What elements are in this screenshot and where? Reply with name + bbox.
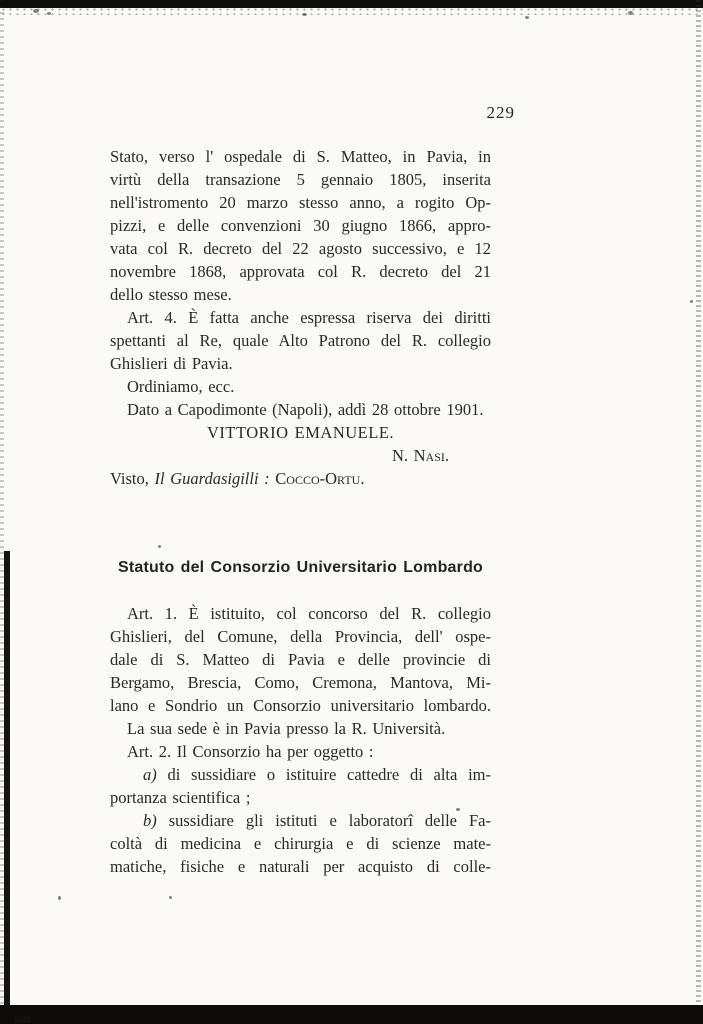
scan-left-edge [4, 551, 10, 1006]
body-line: virtù della transazione 5 gennaio 1805, inserita [110, 170, 491, 189]
item-a-text: di sussidiare o istituire cattedre di alta im- [156, 765, 491, 784]
statuto-heading: Statuto del Consorzio Universitario Lombardo [117, 559, 484, 576]
page-number: 229 [486, 103, 515, 122]
body-line: Art. 1. È istituito, col concorso del R. collegio [127, 604, 491, 623]
visto-prefix: Visto, [110, 469, 155, 488]
scan-top-dust [0, 7, 703, 15]
body-line: Stato, verso l' ospedale di S. Matteo, in Pavia, in [110, 147, 491, 166]
scan-speck [525, 16, 529, 19]
scan-speck [628, 11, 633, 15]
text-column [110, 145, 491, 878]
dato-line: Dato a Capodimonte (Napoli), addì 28 ottobre 1901. [127, 400, 484, 419]
body-line: dello stesso mese. [110, 285, 232, 304]
item-b-line: coltà di medicina e chirurgia e di scienze mate- [110, 834, 491, 853]
scan-right-dust [696, 0, 701, 1024]
scan-speck [58, 896, 61, 900]
body-line: Art. 4. È fatta anche espressa riserva dei diritti [127, 308, 491, 327]
scan-speck [302, 13, 307, 16]
body-line: dale di S. Matteo di Pavia e delle provincie di [110, 650, 491, 669]
body-line: nell'istromento 20 marzo stesso anno, a rogito Op- [110, 193, 491, 212]
item-a-marker: a) [143, 765, 157, 784]
body-line: Ghislieri, del Comune, della Provincia, dell' ospe- [110, 627, 491, 646]
scan-speck [169, 896, 172, 899]
item-a-line [110, 763, 491, 786]
item-b-line [110, 809, 491, 832]
visto-name: Cocco-Ortu. [275, 469, 365, 488]
scan-speck [690, 300, 693, 303]
scan-bottom-edge [0, 1005, 703, 1024]
item-b-text: sussidiare gli istituti e laboratorî delle Fa- [156, 811, 491, 830]
scan-speck [14, 1016, 30, 1023]
body-line: lano e Sondrio un Consorzio universitario lombardo. [110, 696, 491, 715]
item-a-line: portanza scientifica ; [110, 788, 251, 807]
body-line: spettanti al Re, quale Alto Patrono del R. collegio [110, 331, 491, 350]
scan-speck [47, 12, 51, 15]
body-line: novembre 1868, approvata col R. decreto del 21 [110, 262, 491, 281]
body-line: pizzi, e delle convenzioni 30 giugno 1866, appro- [110, 216, 491, 235]
item-b-line: matiche, fisiche e naturali per acquisto di colle- [110, 857, 491, 876]
visto-line [110, 467, 491, 490]
sede-line: La sua sede è in Pavia presso la R. Università. [127, 719, 446, 738]
signature-king: VITTORIO EMANUELE. [206, 423, 395, 442]
body-line: Ghislieri di Pavia. [110, 354, 233, 373]
body-line: Bergamo, Brescia, Como, Cremona, Mantova, Mi- [110, 673, 491, 692]
visto-role: Il Guardasigilli : [154, 469, 276, 488]
item-b-marker: b) [143, 811, 157, 830]
body-line: vata col R. decreto del 22 agosto successivo, e 12 [110, 239, 491, 258]
ordiniamo-line: Ordiniamo, ecc. [127, 377, 235, 396]
art2-intro-line: Art. 2. Il Consorzio ha per oggetto : [127, 742, 374, 761]
scan-speck [33, 9, 39, 13]
signature-minister: N. Nasi. [391, 446, 449, 465]
